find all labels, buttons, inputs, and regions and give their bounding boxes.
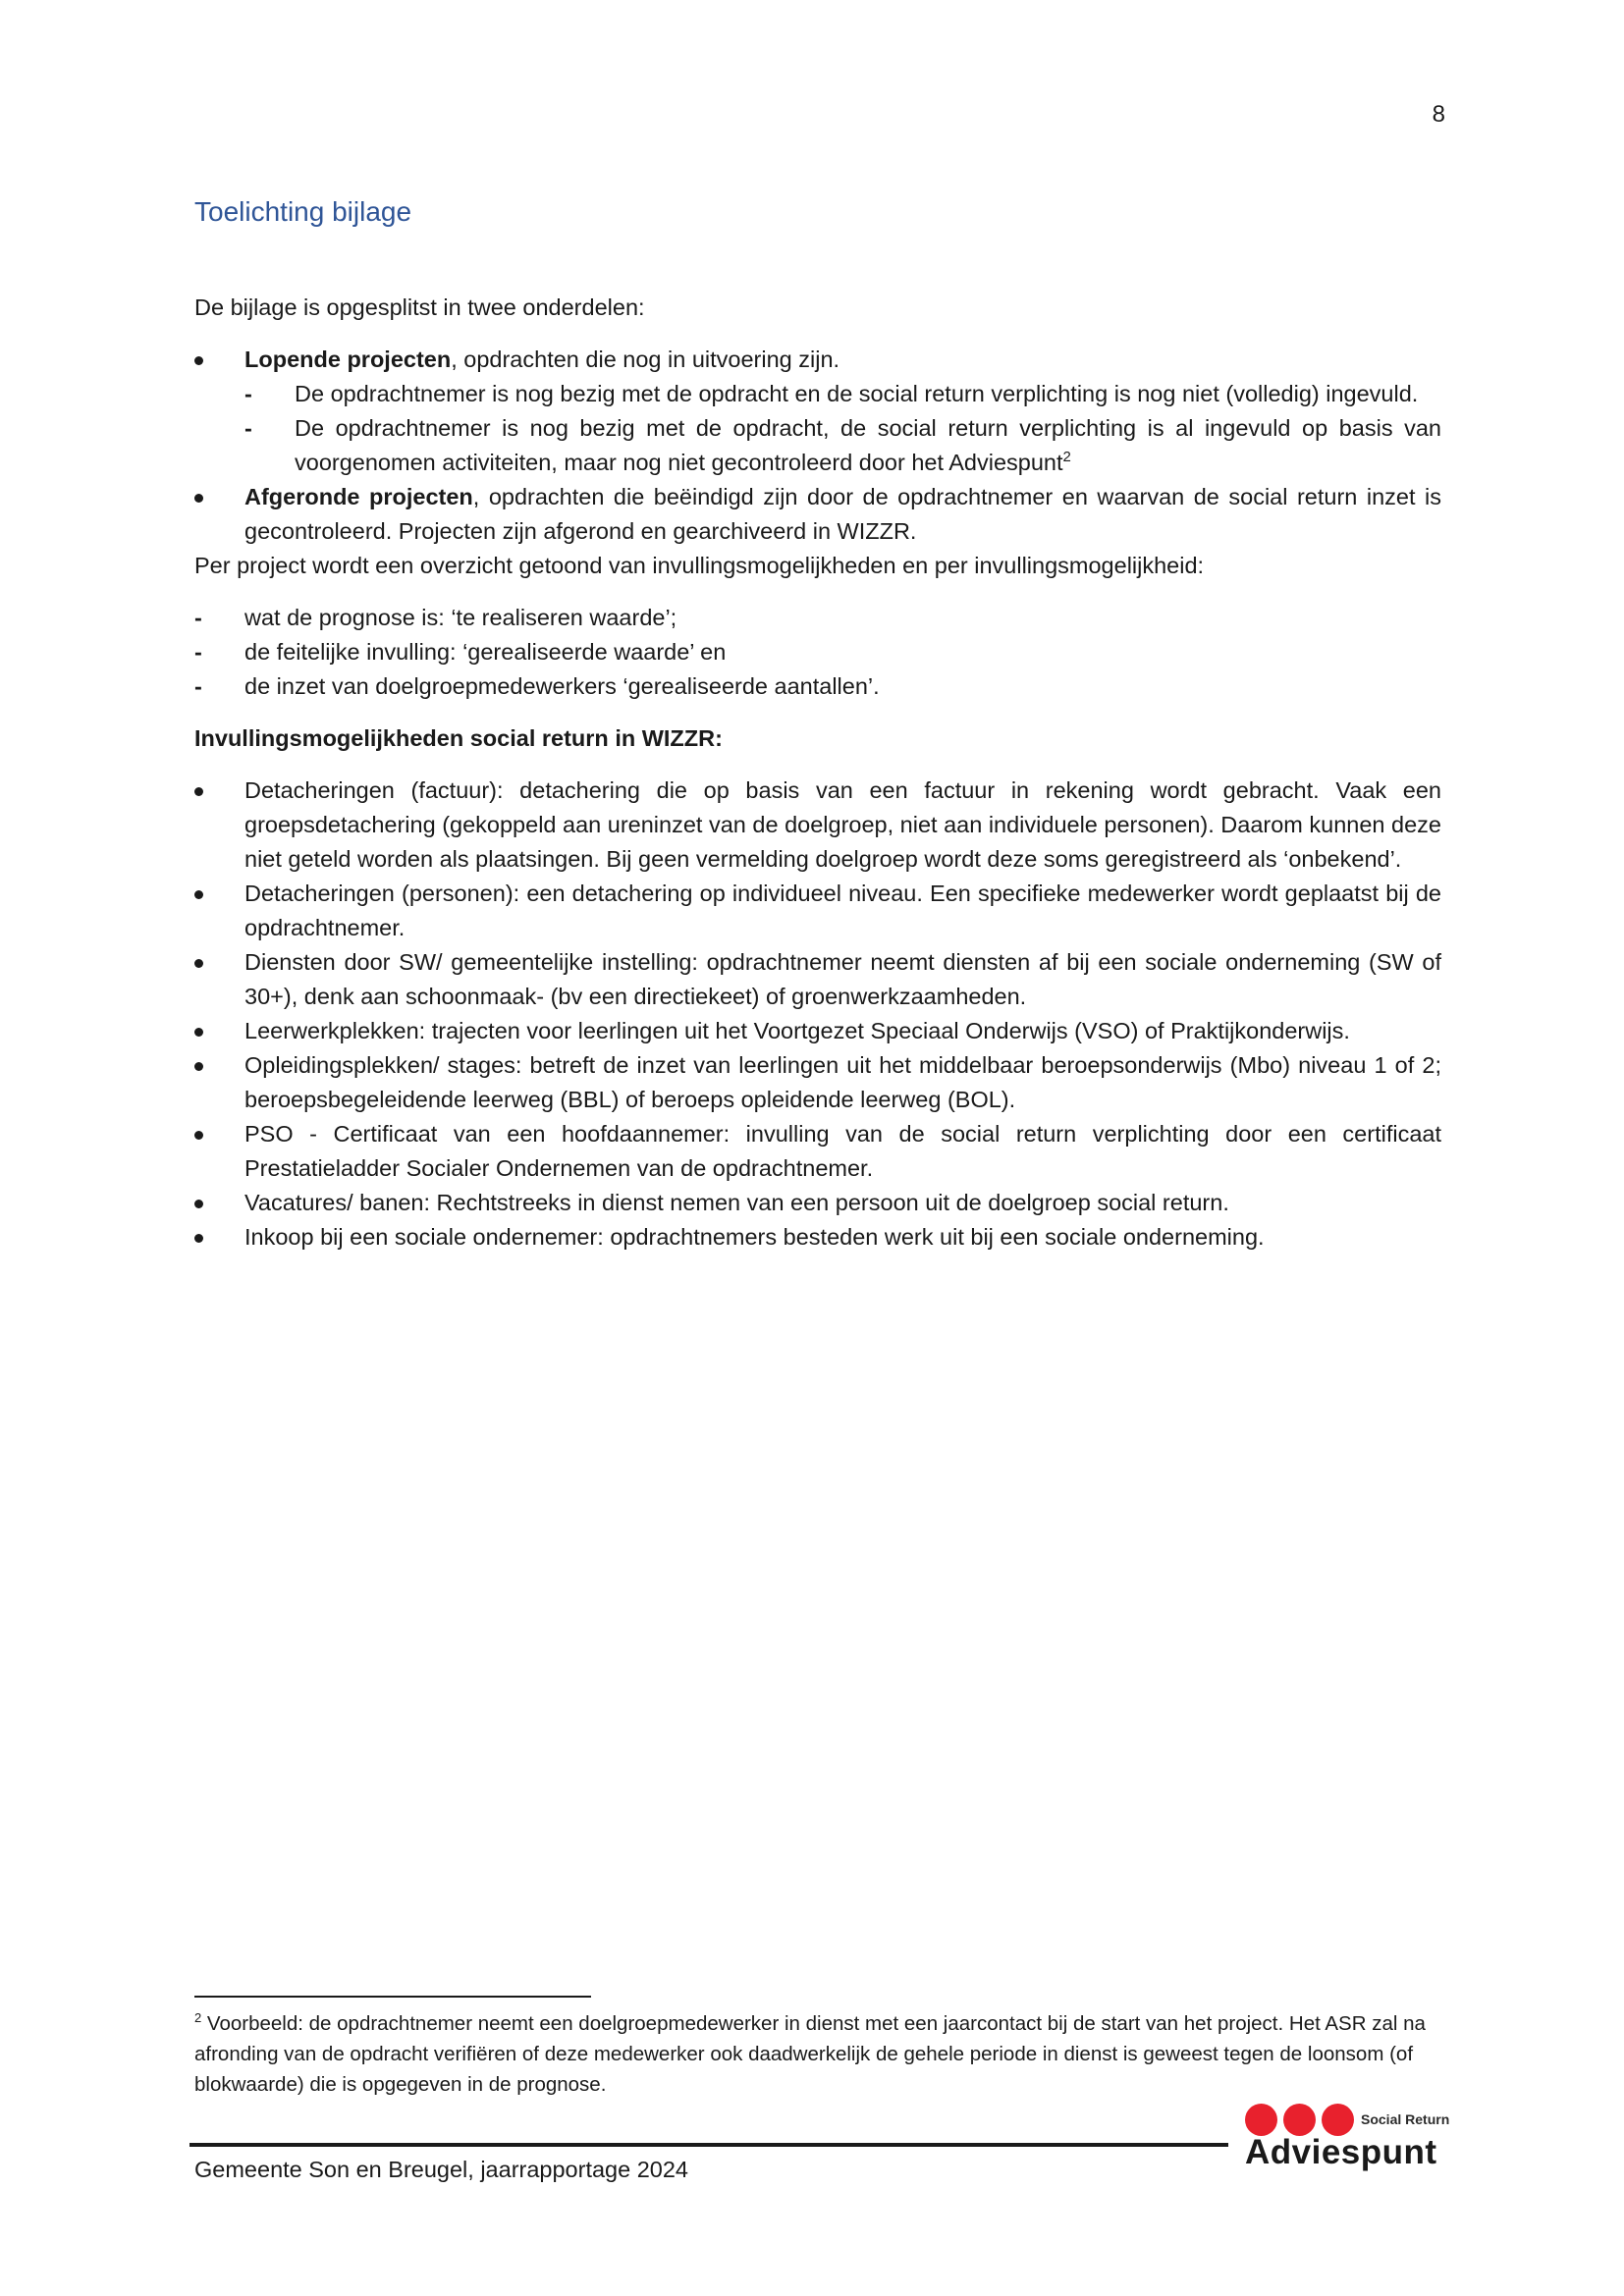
bullet-icon xyxy=(194,1234,203,1243)
logo-dot-icon xyxy=(1245,2104,1277,2136)
document-body xyxy=(194,192,1441,1255)
overview-paragraph: Per project wordt een overzicht getoond van invullingsmogelijkheden en per invullingsmogelijkheid: xyxy=(194,553,1205,578)
part-text: , opdrachten die nog in uitvoering zijn. xyxy=(451,347,840,372)
list-item: - de inzet van doelgroepmedewerkers ‘gerealiseerde aantallen’. xyxy=(194,669,1441,704)
footnote-text: Voorbeeld: de opdrachtnemer neemt een doelgroepmedewerker in dienst met een jaarcontact bij de start van het project. Het ASR zal na afronding van de opdracht verifiëren of deze medewerker ook daadwerkelijk de gehele periode in dienst is geweest tegen de loonsom (of blokwaarde) die is opgegeven in de prognose. xyxy=(194,2012,1426,2096)
intro-paragraph: De bijlage is opgesplitst in twee onderdelen: xyxy=(194,294,645,320)
overview-list xyxy=(194,601,1441,704)
dash-icon: - xyxy=(194,605,202,630)
list-item: PSO - Certificaat van een hoofdaannemer: invulling van de social return verplichting door een certificaat Prestatieladder Socialer Ondernemen van de opdrachtnemer. xyxy=(194,1117,1441,1186)
list-item: - de feitelijke invulling: ‘gerealiseerde waarde’ en xyxy=(194,635,1441,669)
logo-dot-icon xyxy=(1322,2104,1354,2136)
footnote xyxy=(194,2008,1441,2100)
bullet-icon xyxy=(194,1200,203,1208)
footer-text: Gemeente Son en Breugel, jaarrapportage 2024 xyxy=(194,2157,688,2182)
options-list xyxy=(194,774,1441,1255)
parts-list-2 xyxy=(194,480,1441,549)
page-number: 8 xyxy=(1432,101,1445,128)
footer-divider xyxy=(189,2143,1228,2147)
list-item: Detacheringen (personen): een detachering op individueel niveau. Een specifieke medewerker wordt geplaatst bij de opdrachtnemer. xyxy=(194,877,1441,945)
sub-list-item: - De opdrachtnemer is nog bezig met de opdracht, de social return verplichting is al ingevuld op basis van voorgenomen activiteiten, maar nog niet gecontroleerd door het Adviespunt$^2$ xyxy=(244,411,1441,480)
logo-dot-icon xyxy=(1283,2104,1316,2136)
section-heading: Toelichting bijlage xyxy=(194,196,412,227)
dash-icon: - xyxy=(244,415,252,441)
sub-list-item: - De opdrachtnemer is nog bezig met de opdracht en de social return verplichting is nog niet (volledig) ingevuld. xyxy=(244,377,1441,411)
part-text: , opdrachten die beëindigd zijn door de opdrachtnemer en waarvan de social return inzet is gecontroleerd. Projecten zijn afgerond en gearchiveerd in WIZZR. xyxy=(244,484,1441,544)
list-item: Vacatures/ banen: Rechtstreeks in dienst nemen van een persoon uit de doelgroep social return. xyxy=(194,1186,1441,1220)
bullet-icon xyxy=(194,787,203,796)
bullet-icon xyxy=(194,1028,203,1037)
logo-wordmark: Adviespunt xyxy=(1245,2133,1437,2171)
bullet-icon xyxy=(194,494,203,503)
part-title: Afgeronde projecten xyxy=(244,484,473,509)
bullet-icon xyxy=(194,959,203,968)
list-item: Leerwerkplekken: trajecten voor leerlingen uit het Voortgezet Speciaal Onderwijs (VSO) of Praktijkonderwijs. xyxy=(194,1014,1441,1048)
logo-tagline: Social Return xyxy=(1361,2111,1450,2127)
footnote-reference[interactable]: 2 xyxy=(1062,449,1071,466)
list-item: Diensten door SW/ gemeentelijke instelling: opdrachtnemer neemt diensten af bij een sociale onderneming (SW of 30+), denk aan schoonmaak- (bv een directiekeet) of groenwerkzaamheden. xyxy=(194,945,1441,1014)
bullet-icon xyxy=(194,1131,203,1140)
list-item: Opleidingsplekken/ stages: betreft de inzet van leerlingen uit het middelbaar beroepsonderwijs (Mbo) niveau 1 of 2; beroepsbegeleidende leerweg (BBL) of beroeps opleidende leerweg (BOL). xyxy=(194,1048,1441,1117)
list-item: - wat de prognose is: ‘te realiseren waarde’; xyxy=(194,601,1441,635)
sub-list xyxy=(244,377,1441,480)
options-title: Invullingsmogelijkheden social return in WIZZR: xyxy=(194,725,723,751)
adviespunt-logo xyxy=(1245,2104,1471,2182)
dash-icon: - xyxy=(194,673,202,699)
bullet-icon xyxy=(194,1062,203,1071)
bullet-icon xyxy=(194,890,203,899)
footnote-number: 2 xyxy=(194,2010,202,2026)
list-item-lopende xyxy=(194,343,1441,480)
footnote-divider xyxy=(194,1996,591,1998)
parts-list xyxy=(194,343,1441,480)
dash-icon: - xyxy=(194,639,202,665)
list-item: Inkoop bij een sociale ondernemer: opdrachtnemers besteden werk uit bij een sociale onderneming. xyxy=(194,1220,1441,1255)
list-item: Detacheringen (factuur): detachering die op basis van een factuur in rekening wordt gebracht. Vaak een groepsdetachering (gekoppeld aan ureninzet van de doelgroep, niet aan individuele personen). Daarom kunnen deze niet geteld worden als plaatsingen. Bij geen vermelding doelgroep wordt deze soms geregistreerd als ‘onbekend’. xyxy=(194,774,1441,877)
list-item-afgeronde xyxy=(194,480,1441,549)
bullet-icon xyxy=(194,356,203,365)
dash-icon: - xyxy=(244,381,252,406)
part-title: Lopende projecten xyxy=(244,347,452,372)
